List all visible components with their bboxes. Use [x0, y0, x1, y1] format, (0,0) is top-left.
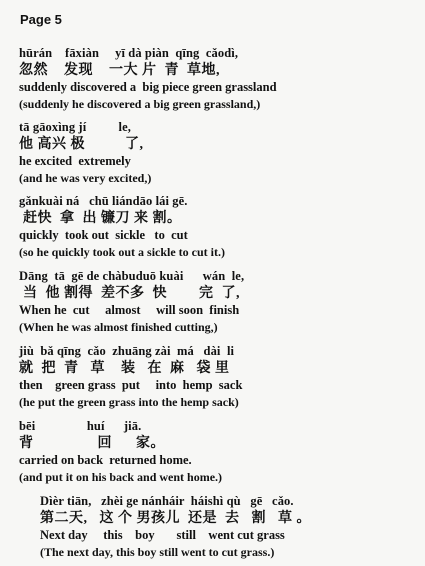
gloss-line: When he cut almost will soon finish — [19, 303, 240, 317]
gloss-line: Next day this boy still went cut grass — [40, 528, 285, 542]
pinyin-line: gǎnkuài ná chū liándāo lái gē. — [19, 194, 188, 208]
translation-line: (suddenly he discovered a big green grassland,) — [19, 97, 261, 111]
sentence-block — [19, 343, 242, 411]
gloss-line: he excited extremely — [19, 154, 131, 168]
sentence-block — [19, 45, 277, 113]
hanzi-line: 第二天, 这 个 男孩儿 还是 去 割 草 。 — [40, 511, 311, 526]
gloss-line: quickly took out sickle to cut — [19, 228, 188, 242]
hanzi-line: 忽然 发现 一大 片 青 草地, — [19, 63, 220, 78]
pinyin-line: jiù bǎ qīng cǎo zhuāng zài má dài li — [19, 344, 235, 358]
translation-line: (The next day, this boy still went to cut grass.) — [40, 545, 275, 559]
hanzi-line: 就 把 青 草 装 在 麻 袋 里 — [19, 361, 230, 376]
sentence-block — [19, 193, 225, 261]
sentence-block — [19, 119, 151, 187]
pinyin-line: bēi huí jiā. — [19, 419, 142, 433]
sentence-block — [19, 418, 222, 486]
gloss-line: then green grass put into hemp sack — [19, 378, 243, 392]
gloss-line: carried on back returned home. — [19, 453, 192, 467]
hanzi-line: 背 回 家。 — [19, 436, 165, 451]
pinyin-line: Dìèr tiān, zhèi ge nánháir háishì qù gē cǎo. — [40, 494, 294, 508]
pinyin-line: hūrán fāxiàn yī dà piàn qīng cǎodì, — [19, 46, 239, 60]
translation-line: (When he was almost finished cutting,) — [19, 320, 218, 334]
gloss-line: suddenly discovered a big piece green grassland — [19, 80, 277, 94]
sentence-block — [40, 493, 311, 561]
translation-line: (and he was very excited,) — [19, 171, 152, 185]
translation-line: (and put it on his back and went home.) — [19, 470, 223, 484]
hanzi-line: 他 高兴 极 了, — [19, 137, 144, 152]
page-title: Page 5 — [20, 12, 62, 27]
hanzi-line: 赶快 拿 出 镰刀 来 割。 — [19, 211, 182, 226]
pinyin-line: tā gāoxìng jí le, — [19, 120, 131, 134]
translation-line: (he put the green grass into the hemp sack) — [19, 395, 239, 409]
sentence-block — [19, 268, 244, 336]
hanzi-line: 当 他 割得 差不多 快 完 了, — [19, 286, 240, 301]
translation-line: (so he quickly took out a sickle to cut it.) — [19, 245, 226, 259]
pinyin-line: Dāng tā gē de chàbuduō kuài wán le, — [19, 269, 245, 283]
